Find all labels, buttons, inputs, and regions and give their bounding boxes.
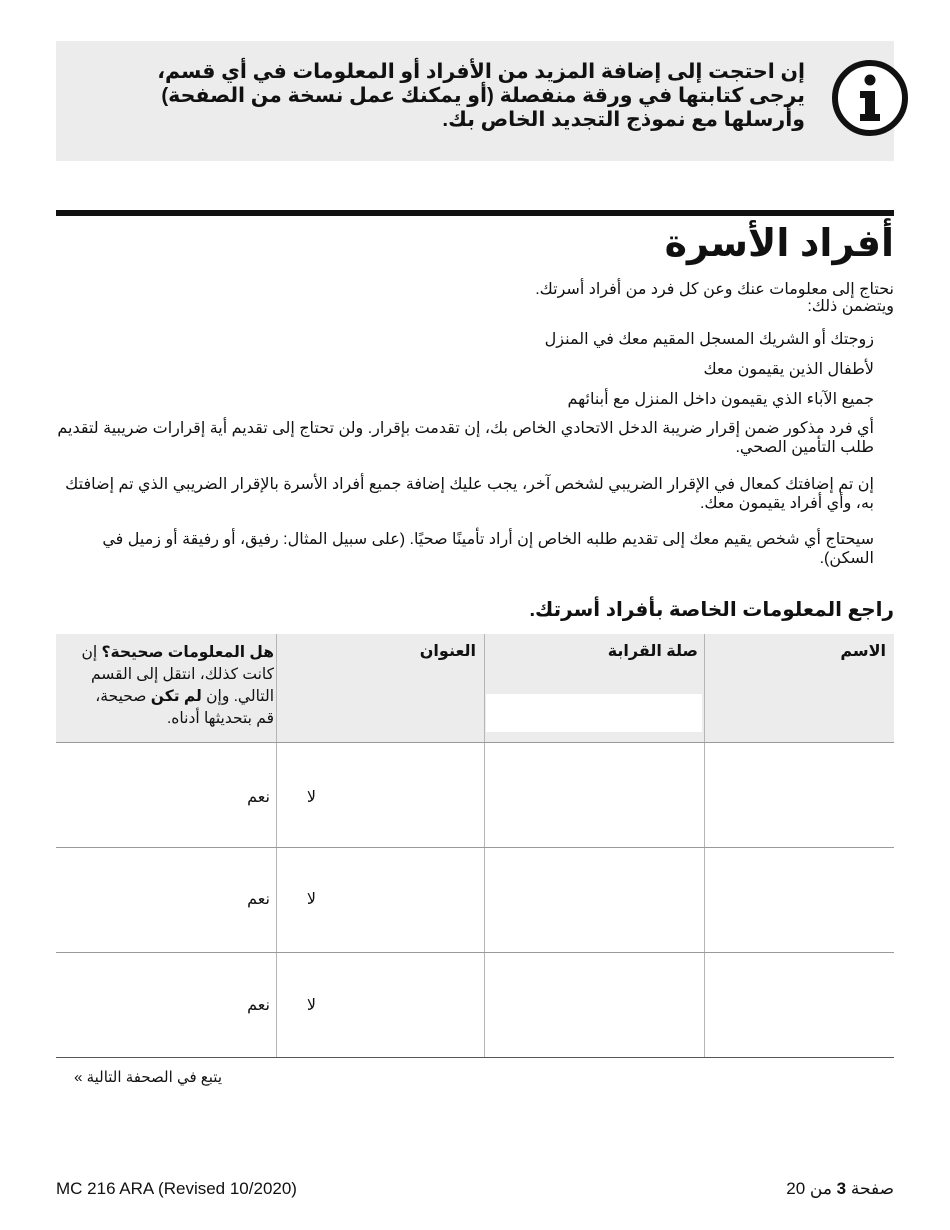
page-total: من 20: [786, 1179, 832, 1198]
review-heading: راجع المعلومات الخاصة بأفراد أسرتك.: [529, 599, 894, 621]
column-divider: [704, 634, 705, 1058]
column-header-relationship: صلة القرابة: [607, 643, 698, 660]
no-option[interactable]: لا: [306, 789, 316, 806]
household-table: [56, 634, 894, 1058]
row-divider: [56, 1057, 894, 1058]
notice-text: إن احتجت إلى إضافة المزيد من الأفراد أو المعلومات في أي قسم، يرجى كتابتها في ورقة منفصلة (أو يمكنك عمل نسخة من الصفحة) وأرسلها مع نموذج التجديد الخاص بك.: [157, 60, 805, 131]
yes-option[interactable]: نعم: [247, 789, 270, 806]
column-header-address: العنوان: [419, 643, 476, 660]
intro-line-1: نحتاج إلى معلومات عنك وعن كل فرد من أفراد أسرتك.: [535, 281, 894, 298]
page-title: أفراد الأسرة: [664, 223, 894, 265]
row-divider: [56, 847, 894, 848]
correct-instruction-2: صحيحة، قم بتحديثها أدناه.: [95, 688, 274, 727]
no-option[interactable]: لا: [306, 997, 316, 1014]
yes-option[interactable]: نعم: [247, 997, 270, 1014]
row-divider: [56, 952, 894, 953]
column-header-correct: [78, 642, 274, 730]
list-item: أي فرد مذكور ضمن إقرار ضريبة الدخل الاتحادي الخاص بك، إن تقدمت بإقرار. ولن تحتاج إلى تقديم أية إقرارات ضريبية لتقديم طلب التأمين الصحي.: [57, 420, 874, 456]
list-item: زوجتك أو الشريك المسجل المقيم معك في المنزل: [544, 331, 874, 348]
correct-instruction-1: إن كانت كذلك، انتقل إلى القسم التالي. وإن: [81, 644, 274, 705]
yes-option[interactable]: نعم: [247, 891, 270, 908]
section-intro: [54, 281, 894, 315]
column-divider: [484, 634, 485, 1058]
page-number: [786, 1179, 894, 1199]
correct-question: هل المعلومات صحيحة؟: [101, 644, 274, 661]
correct-negation: لم تكن: [150, 688, 202, 705]
continue-note: يتبع في الصحفة التالية »: [74, 1069, 222, 1086]
page-prefix: صفحة: [850, 1179, 894, 1198]
table-row: [166, 787, 316, 807]
list-item: سيحتاج أي شخص يقيم معك إلى تقديم طلبه الخاص إن أراد تأمينًا صحيًا. (على سبيل المثال: رفيق، أو رفيقة أو زميل في السكن).: [102, 531, 874, 567]
column-header-name: الاسم: [840, 643, 886, 660]
list-item: إن تم إضافتك كمعال في الإقرار الضريبي لشخص آخر، يجب عليك إضافة جميع أفراد الأسرة بالإقرار الضريبي الذي تم إضافتك به، وأي أفراد يقيمون معك.: [65, 476, 874, 512]
table-row: [166, 889, 316, 909]
table-row: [166, 995, 316, 1015]
relationship-header-field: [486, 694, 702, 732]
page-current: 3: [836, 1179, 847, 1198]
form-id: MC 216 ARA (Revised 10/2020): [56, 1179, 297, 1198]
list-item: جميع الآباء الذي يقيمون داخل المنزل مع أبنائهم: [567, 391, 874, 408]
info-icon: [831, 59, 909, 137]
no-option[interactable]: لا: [306, 891, 316, 908]
section-rule: [56, 210, 894, 216]
intro-line-2: ويتضمن ذلك:: [807, 298, 894, 315]
list-item: لأطفال الذين يقيمون معك: [703, 361, 874, 378]
row-divider: [56, 742, 894, 743]
